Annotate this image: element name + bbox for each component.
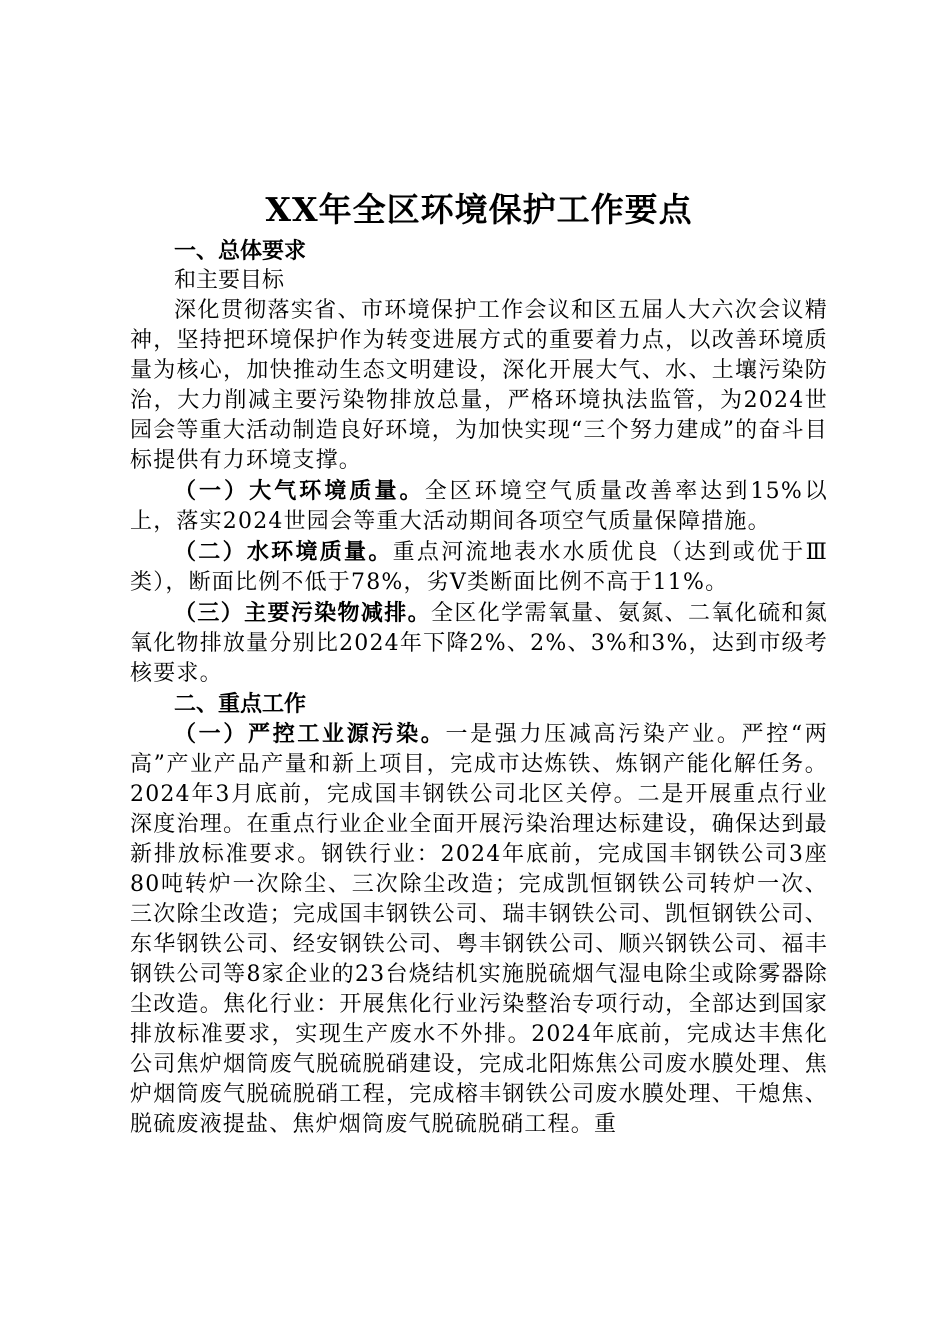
goal-emission-reduction <box>130 598 828 689</box>
goal-air-quality-label: （一）大气环境质量。 <box>174 478 425 504</box>
goal-emission-reduction-text: 全区化学需氧量、氨氮、二氧化硫和氮氧化物排放量分别比2024年下降2%、2%、3%和3%，达到市级考核要求。 <box>130 601 829 686</box>
goal-emission-reduction-label: （三）主要污染物减排。 <box>174 600 431 626</box>
goal-water-quality <box>130 537 828 598</box>
work-item-industrial-pollution-label: （一）严控工业源污染。 <box>174 721 446 747</box>
goal-air-quality <box>130 476 828 537</box>
document-page <box>130 186 828 1140</box>
work-item-industrial-pollution-text: 一是强力压减高污染产业。严控“两高”产业产品产量和新上项目，完成市达炼铁、炼钢产能化解任务。2024年3月底前，完成国丰钢铁公司北区关停。二是开展重点行业深度治理。在重点行业企业全面开展污染治理达标建设，确保达到最新排放标准要求。钢铁行业：2024年底前，完成国丰钢铁公司3座80吨转炉一次除尘、三次除尘改造；完成凯恒钢铁公司转炉一次、三次除尘改造；完成国丰钢铁公司、瑞丰钢铁公司、凯恒钢铁公司、东华钢铁公司、经安钢铁公司、粤丰钢铁公司、顺兴钢铁公司、福丰钢铁公司等8家企业的23台烧结机实施脱硫烟气湿电除尘或除雾器除尘改造。焦化行业：开展焦化行业污染整治专项行动，全部达到国家排放标准要求，实现生产废水不外排。2024年底前，完成达丰焦化公司焦炉烟筒废气脱硫脱硝建设，完成北阳炼焦公司废水膜处理、焦炉烟筒废气脱硫脱硝工程，完成榕丰钢铁公司废水膜处理、干熄焦、脱硫废液提盐、焦炉烟筒废气脱硫脱硝工程。重 <box>130 722 829 1137</box>
section-1-subheading: 和主要目标 <box>174 268 285 293</box>
goal-air-quality-text: 全区环境空气质量改善率达到15%以上，落实2024世园会等重大活动期间各项空气质量保障措施。 <box>130 479 828 534</box>
goal-water-quality-label: （二）水环境质量。 <box>174 539 393 565</box>
section-1-intro: 深化贯彻落实省、市环境保护工作会议和区五届人大六次会议精神，坚持把环境保护作为转变进展方式的重要着力点，以改善环境质量为核心，加快推动生态文明建设，深化开展大气、水、土壤污染防治，大力削减主要污染物排放总量，严格环境执法监管，为2024世园会等重大活动制造良好环境，为加快实现“三个努力建成”的奋斗目标提供有力环境支撑。 <box>130 298 828 473</box>
section-1-heading: 一、总体要求 <box>174 238 307 264</box>
work-item-industrial-pollution <box>130 719 828 1140</box>
goal-water-quality-text: 重点河流地表水水质优良（达到或优于Ⅲ类），断面比例不低于78%，劣Ⅴ类断面比例不高于11%。 <box>130 540 828 595</box>
section-2-heading: 二、重点工作 <box>174 691 307 717</box>
document-title: XX年全区环境保护工作要点 <box>265 190 693 229</box>
